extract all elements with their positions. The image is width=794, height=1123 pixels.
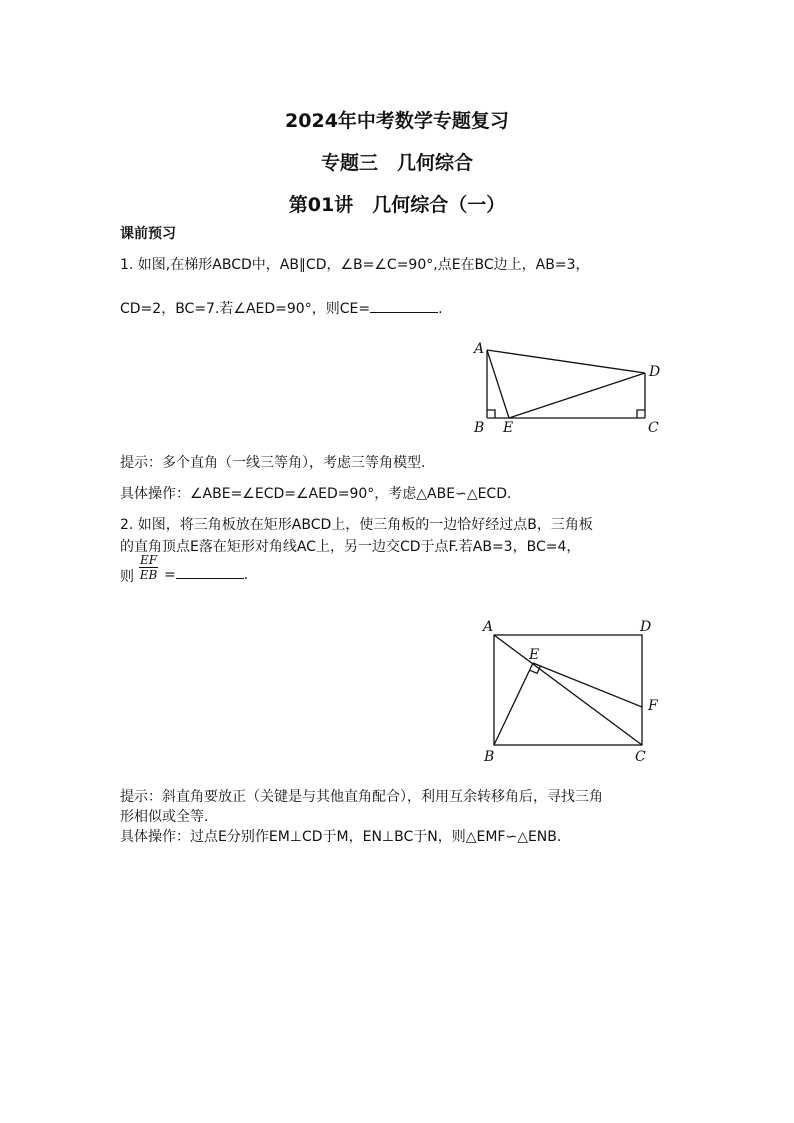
problem2-line2: 的直角顶点E落在矩形对角线AC上，另一边交CD于点F.若AB=3，BC=4， (120, 539, 581, 555)
problem1-line2-text: CD=2，BC=7.若∠AED=90°，则CE= (120, 301, 371, 317)
problem1-line1: 1. 如图,在梯形ABCD中，AB∥CD，∠B=∠C=90°,点E在BC边上，AB=3， (120, 257, 590, 273)
label-e: E (503, 420, 514, 436)
right-angle-c (637, 410, 645, 418)
fraction-denominator: EB (139, 568, 158, 582)
problem1-hint: 提示：多个直角（一线三等角），考虑三等角模型. (120, 455, 426, 471)
figure-trapezoid (470, 338, 670, 438)
answer-blank-1 (370, 300, 438, 313)
seg-ad (487, 350, 645, 373)
fraction-numerator: EF (140, 553, 158, 567)
label-b: B (484, 749, 495, 765)
problem2-hint-line1: 提示：斜直角要放正（关键是与其他直角配合），利用互余转移角后，寻找三角 (120, 789, 603, 805)
seg-ed (509, 373, 645, 418)
label-f: F (648, 698, 658, 714)
seg-ef (533, 663, 642, 707)
problem2-line1: 2. 如图，将三角板放在矩形ABCD上，使三角板的一边恰好经过点B，三角板 (120, 517, 593, 533)
problem2-line3-end: . (243, 567, 249, 583)
topic-title: 专题三 几何综合 (320, 152, 473, 174)
problem2-hint-line2: 形相似或全等. (120, 809, 209, 825)
seg-eb (494, 663, 533, 745)
figure-rectangle (478, 615, 668, 770)
label-e: E (529, 647, 540, 663)
equals-sign: = (164, 567, 176, 583)
label-c: C (635, 749, 646, 765)
lecture-title: 第01讲 几何综合（一） (288, 194, 506, 216)
section-heading: 课前预习 (120, 226, 176, 242)
problem2-line3-prefix: 则 (120, 569, 134, 585)
answer-blank-2 (176, 566, 244, 579)
diagonal-ac (494, 635, 642, 745)
right-angle-b (487, 410, 495, 418)
label-b: B (474, 420, 485, 436)
problem2-operation: 具体操作：过点E分别作EM⊥CD于M，EN⊥BC于N，则△EMF∽△ENB. (120, 829, 562, 845)
problem2-line3 (164, 566, 248, 583)
label-c: C (648, 420, 659, 436)
label-a: A (474, 341, 485, 357)
problem1-operation: 具体操作：∠ABE=∠ECD=∠AED=90°，考虑△ABE∽△ECD. (120, 486, 512, 502)
doc-title: 2024年中考数学专题复习 (285, 110, 509, 132)
label-d: D (649, 364, 661, 380)
seg-ae (487, 350, 509, 418)
problem1-line2 (120, 298, 443, 318)
label-d: D (640, 619, 652, 635)
label-a: A (483, 619, 494, 635)
ratio-fraction (139, 553, 158, 582)
problem1-line2-end: . (438, 301, 443, 317)
